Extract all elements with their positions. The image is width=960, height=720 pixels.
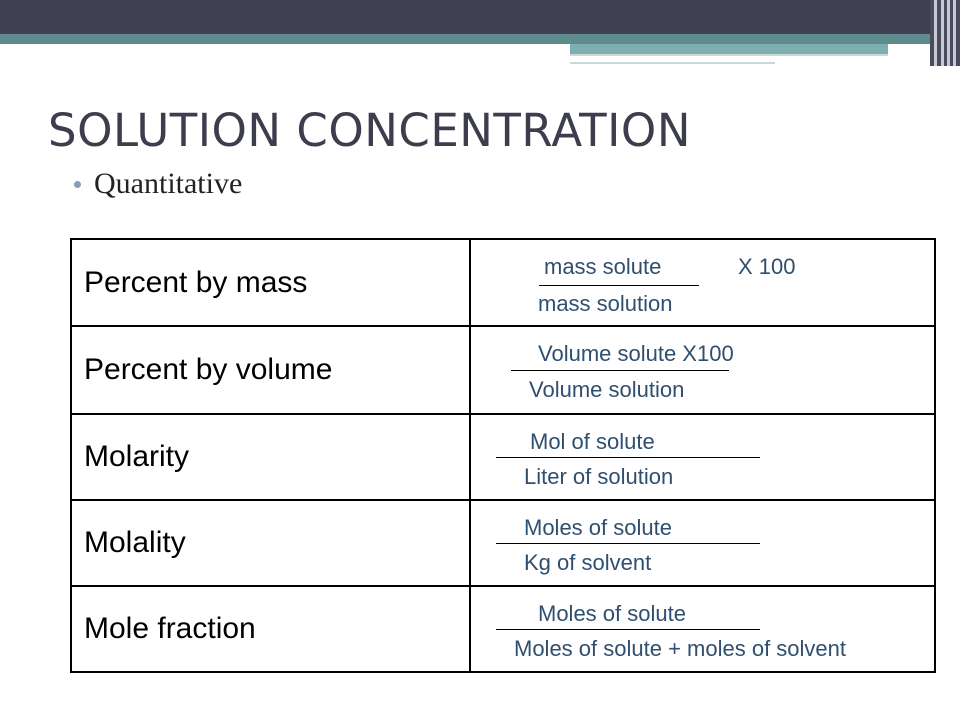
accent-stripe — [0, 34, 930, 44]
formula-cell — [470, 239, 935, 326]
formula-denominator: Kg of solvent — [524, 550, 652, 575]
row-label: Molality — [71, 500, 470, 586]
concentration-table — [70, 238, 936, 673]
fraction-bar — [496, 457, 760, 458]
formula-cell — [470, 500, 935, 586]
top-banner — [0, 0, 960, 34]
bullet-dot-icon — [74, 181, 81, 188]
row-label: Molarity — [71, 414, 470, 500]
formula-denominator: Liter of solution — [524, 464, 674, 489]
table-row — [71, 414, 935, 500]
row-label: Percent by mass — [71, 239, 470, 326]
table-row — [71, 326, 935, 414]
fraction-bar — [539, 285, 699, 286]
table-row — [71, 239, 935, 326]
formula-numerator: Moles of solute — [538, 601, 686, 626]
slide-title: SOLUTION CONCENTRATION — [48, 104, 691, 157]
corner-bar — [953, 0, 956, 66]
corner-bar — [947, 0, 950, 66]
table-row — [71, 500, 935, 586]
formula-denominator: Moles of solute + moles of solvent — [514, 636, 846, 661]
formula-numerator: Volume solute X100 — [538, 341, 734, 366]
corner-bar — [941, 0, 944, 66]
formula-multiplier: X 100 — [738, 254, 796, 279]
formula-numerator: Mol of solute — [530, 429, 655, 454]
corner-bar — [934, 0, 937, 66]
fraction-bar — [496, 629, 760, 630]
row-label: Mole fraction — [71, 586, 470, 672]
fraction-bar — [496, 543, 760, 544]
formula-numerator: mass solute — [544, 254, 662, 279]
formula-cell — [470, 414, 935, 500]
formula-cell — [470, 586, 935, 672]
bullet-text: Quantitative — [94, 167, 243, 200]
accent-line-short — [570, 62, 775, 64]
table-row — [71, 586, 935, 672]
formula-cell — [470, 326, 935, 414]
formula-denominator: Volume solution — [529, 377, 685, 402]
fraction-bar — [511, 370, 729, 371]
accent-stripe-secondary — [570, 44, 888, 54]
accent-line — [570, 54, 888, 56]
formula-numerator: Moles of solute — [524, 515, 672, 540]
bullet-item — [74, 167, 242, 201]
row-label: Percent by volume — [71, 326, 470, 414]
corner-decoration — [930, 0, 960, 66]
formula-denominator: mass solution — [538, 291, 673, 316]
